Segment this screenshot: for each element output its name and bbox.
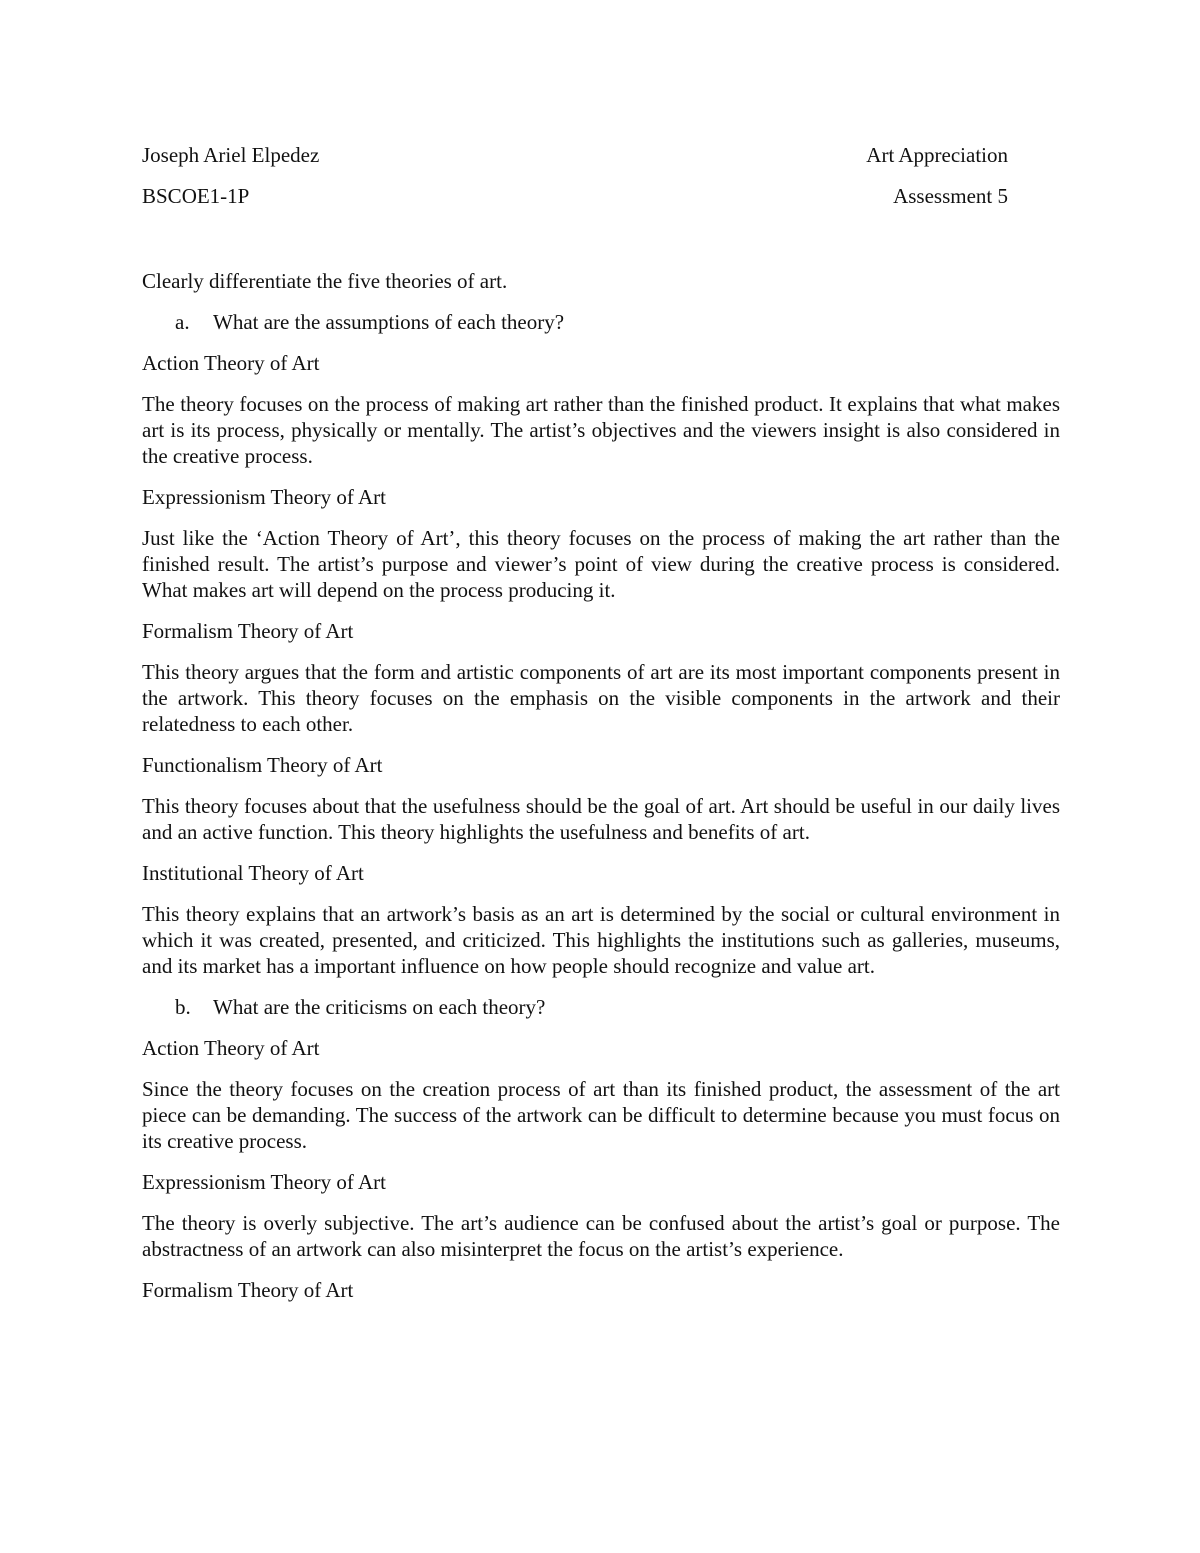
question-b-letter: b. bbox=[175, 995, 191, 1019]
section-heading: Action Theory of Art bbox=[142, 351, 320, 375]
student-section: BSCOE1-1P bbox=[142, 184, 250, 208]
section-heading: Expressionism Theory of Art bbox=[142, 485, 387, 509]
section-heading: Institutional Theory of Art bbox=[142, 861, 364, 885]
assessment-title: Assessment 5 bbox=[893, 184, 1008, 208]
prompt: Clearly differentiate the five theories of art. bbox=[142, 269, 508, 293]
section-heading: Formalism Theory of Art bbox=[142, 619, 354, 643]
question-b-text: What are the criticisms on each theory? bbox=[213, 995, 546, 1019]
section-heading: Formalism Theory of Art bbox=[142, 1278, 354, 1302]
section-paragraph: This theory explains that an artwork’s basis as an art is determined by the social or cultural environment in which it was created, presented, and criticized. This highlights the institutions such as galleries, museums, and its market has a important influence on how people should recognize and value art. bbox=[142, 902, 1060, 978]
section-paragraph: The theory is overly subjective. The art’s audience can be confused about the artist’s goal or purpose. The abstractness of an artwork can also misinterpret the focus on the artist’s experience. bbox=[142, 1211, 1060, 1261]
section-heading: Action Theory of Art bbox=[142, 1036, 320, 1060]
header-row-1 bbox=[142, 142, 1008, 168]
section-paragraph: This theory focuses about that the usefulness should be the goal of art. Art should be useful in our daily lives and an active function. This theory highlights the usefulness and benefits of art. bbox=[142, 794, 1060, 844]
question-b bbox=[142, 994, 1060, 1020]
student-name: Joseph Ariel Elpedez bbox=[142, 143, 320, 167]
section-paragraph: This theory argues that the form and artistic components of art are its most important components present in the artwork. This theory focuses on the emphasis on the visible components in the artwork and their relatedness to each other. bbox=[142, 660, 1060, 736]
course-title: Art Appreciation bbox=[866, 143, 1008, 167]
header-row-2 bbox=[142, 183, 1008, 209]
section-paragraph: Just like the ‘Action Theory of Art’, this theory focuses on the process of making the art rather than the finished result. The artist’s purpose and viewer’s point of view during the creative process is considered. What makes art will depend on the process producing it. bbox=[142, 526, 1060, 602]
question-a-text: What are the assumptions of each theory? bbox=[213, 310, 565, 334]
question-a-letter: a. bbox=[175, 310, 190, 334]
section-heading: Functionalism Theory of Art bbox=[142, 753, 383, 777]
section-paragraph: The theory focuses on the process of making art rather than the finished product. It explains that what makes art is its process, physically or mentally. The artist’s objectives and the viewers insight is also considered in the creative process. bbox=[142, 392, 1060, 468]
question-a bbox=[142, 309, 1060, 335]
section-heading: Expressionism Theory of Art bbox=[142, 1170, 387, 1194]
document-body bbox=[142, 268, 1060, 1318]
section-paragraph: Since the theory focuses on the creation process of art than its finished product, the assessment of the art piece can be demanding. The success of the artwork can be difficult to determine because you must focus on its creative process. bbox=[142, 1077, 1060, 1153]
